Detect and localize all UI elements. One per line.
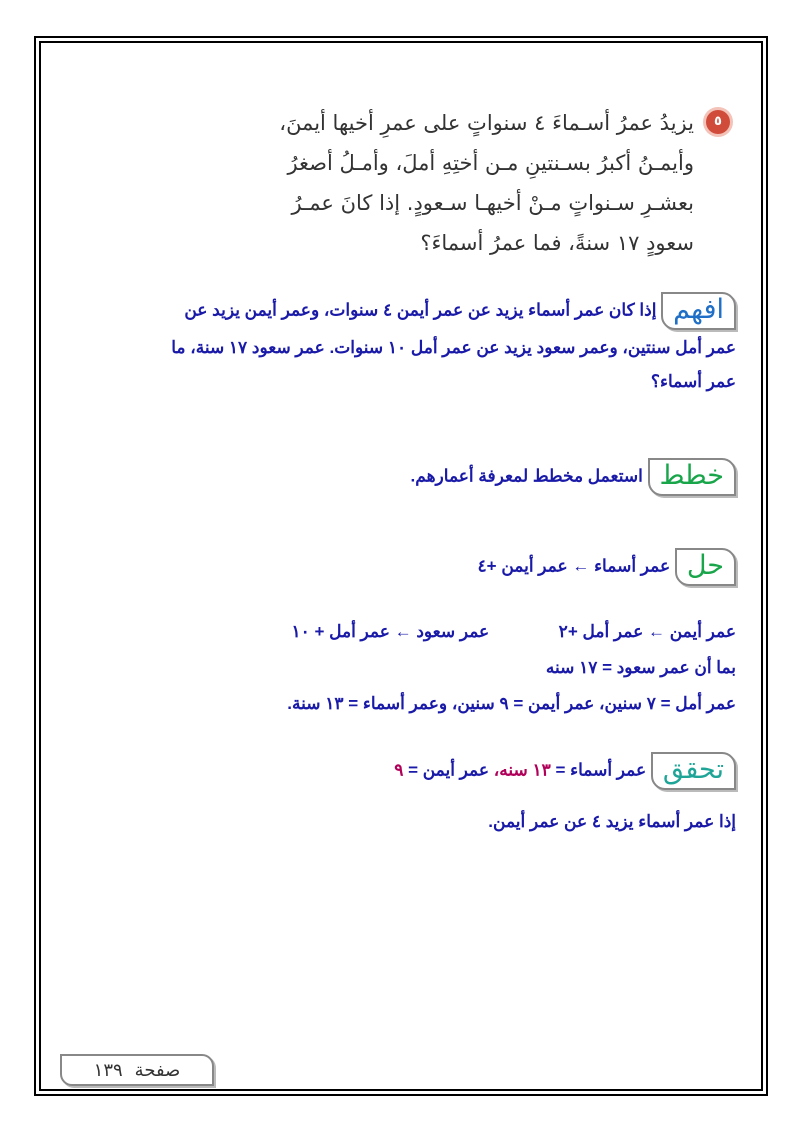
solve-tag: حل bbox=[675, 548, 736, 586]
plan-text: استعمل مخطط لمعرفة أعمارهم. bbox=[410, 466, 643, 486]
check-line-2: إذا عمر أسماء يزيد ٤ عن عمر أيمن. bbox=[488, 812, 736, 831]
check-text-3: عمر أيمن = bbox=[403, 760, 490, 780]
understand-line-3: عمر أسماء؟ bbox=[650, 372, 736, 391]
plan-tag: خطط bbox=[648, 458, 736, 496]
problem-line: وأيمـنُ أكبرُ بسـنتينِ مـن أختِهِ أملَ، وأمـلُ أصغرُ bbox=[287, 151, 694, 175]
check-tag: تحقق bbox=[651, 752, 736, 790]
solve-line-4: عمر أمل = ٧ سنين، عمر أيمن = ٩ سنين، وعمر أسماء = ١٣ سنة. bbox=[287, 694, 736, 713]
solve-line-2 bbox=[291, 622, 736, 642]
solve-line-2a: عمر أيمن ← عمر أمل +٢ bbox=[558, 622, 736, 641]
solve-line-2b: عمر سعود ← عمر أمل + ١٠ bbox=[291, 622, 490, 641]
problem-line: يزيدُ عمرُ أسـماءَ ٤ سنواتٍ على عمرِ أخيها أيمنَ، bbox=[279, 111, 694, 135]
plan-row bbox=[411, 458, 736, 496]
solve-line-3: بما أن عمر سعود = ١٧ سنه bbox=[545, 658, 736, 677]
page-label: صفحة bbox=[134, 1059, 181, 1081]
problem-line: سعودٍ ١٧ سنةً، فما عمرُ أسماءَ؟ bbox=[420, 231, 694, 255]
solve-line-1: عمر أسماء ← عمر أيمن +٤ bbox=[477, 556, 671, 576]
check-text-2: ١٣ سنه، bbox=[489, 760, 551, 780]
problem-line: بعشـرِ سـنواتٍ مـنْ أخيهـا سـعودٍ. إذا كانَ عمـرُ bbox=[291, 191, 694, 215]
page-number-label bbox=[60, 1054, 214, 1086]
understand-row bbox=[184, 292, 736, 330]
understand-line-1: إذا كان عمر أسماء يزيد عن عمر أيمن ٤ سنوات، وعمر أيمن يزيد عن bbox=[184, 300, 657, 320]
page-number: ١٣٩ bbox=[93, 1059, 123, 1081]
problem-number-badge: ٥ bbox=[706, 110, 730, 134]
solve-row bbox=[478, 548, 736, 586]
check-text-1: عمر أسماء = bbox=[550, 760, 647, 780]
check-row bbox=[394, 752, 736, 790]
problem-statement bbox=[194, 103, 722, 263]
understand-tag: افهم bbox=[661, 292, 736, 330]
check-text-4: ٩ bbox=[394, 760, 404, 780]
understand-line-2: عمر أمل سنتين، وعمر سعود يزيد عن عمر أمل ١٠ سنوات. عمر سعود ١٧ سنة، ما bbox=[171, 338, 736, 357]
